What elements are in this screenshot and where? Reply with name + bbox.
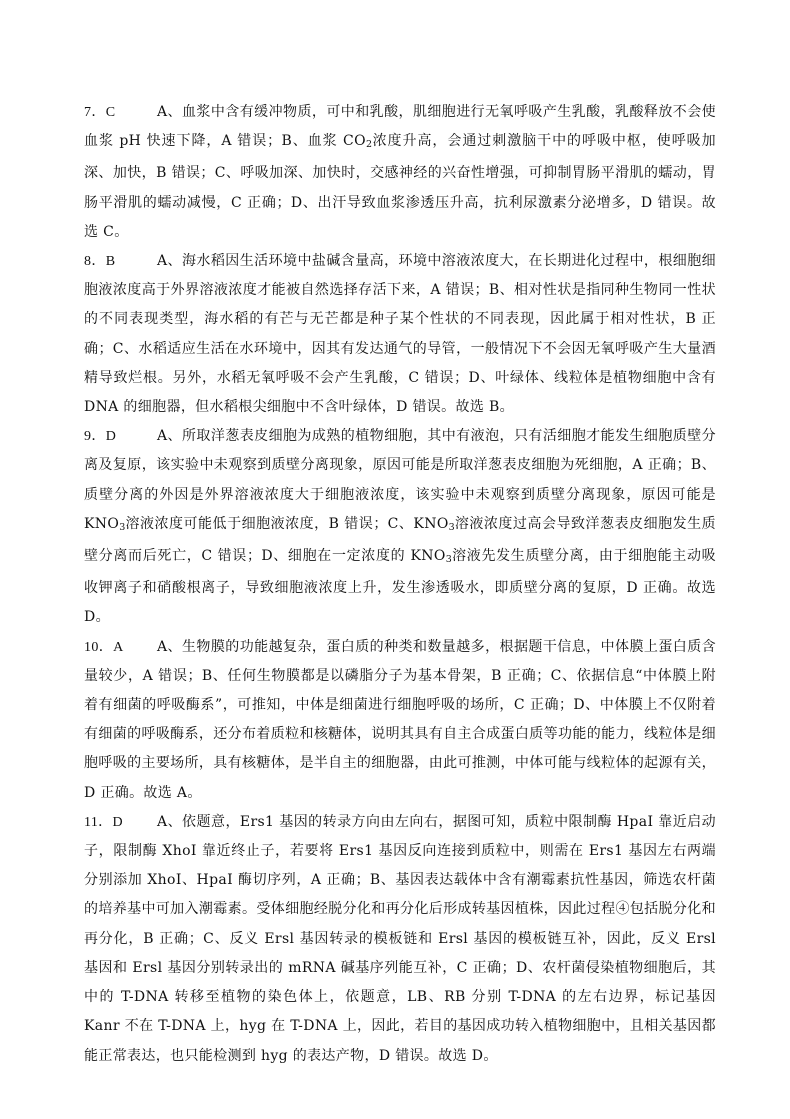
subscript: 3	[448, 521, 455, 533]
answer-letter: D	[112, 814, 123, 830]
question-number: 11．	[84, 814, 113, 830]
explanation-text: A、海水稻因生活环境中盐碱含量高，环境中溶液浓度大，在长期进化过程中，根细胞细胞液浓度高于外界溶液浓度才能被自然选择存活下来，A 错误；B、相对性状是指同种生物同一性状的不同表现类型，海水稻的有芒与无芒都是种子某个性状的不同表现，因此属于相对性状，B 正确；C、水稻适应生活在水环境中，因其有发达通气的导管，一般情况下不会因无氧呼吸产生大量酒精导致烂根。另外，水稻无氧呼吸不会产生乳酸，C 错误；D、叶绿体、线粒体是植物细胞中含有 DNA 的细胞器，但水稻根尖细胞中不含叶绿体，D 错误。故选 B。	[84, 253, 716, 416]
question-number: 8．	[84, 254, 106, 270]
explanation-text: A、依题意，Ers1 基因的转录方向由左向右，据图可知，质粒中限制酶 HpaI 靠近启动子，限制酶 XhoI 靠近终止子，若要将 Ers1 基因反向连接到质粒中，则需在 Ers1 基因左右两端分别添加 XhoI、HpaI 酶切序列，A 正确；B、基因表达载体中含有潮霉素抗性基因，筛选农杆菌的培养基中可加入潮霉素。受体细胞经脱分化和再分化后形成转基因植株，因此过程④包括脱分化和再分化，B 正确；C、反义 Ersl 基因转录的模板链和 Ersl 基因的模板链互补，因此，反义 Ersl 基因和 Ersl 基因分别转录出的 mRNA 碱基序列能互补，C 正确；D、农杆菌侵染植物细胞后，其中的 T-DNA 转移至植物的染色体上，依题意，LB、RB 分别 T-DNA 的左右边界，标记基因 Kanr 不在 T-DNA 上，hyg 在 T-DNA 上，因此，若目的基因成功转入植物细胞中，且相关基因都能正常表达，也只能检测到 hyg 的表达产物，D 错误。故选 D。	[84, 813, 716, 1064]
explanation-text: 溶液先发生质壁分离，由于细胞能主动吸收钾离子和硝酸根离子，导致细胞液浓度上升，发生渗透吸水，即质壁分离的复原，D 正确。故选 D。	[84, 548, 716, 626]
subscript: 3	[445, 554, 452, 566]
explanation-text: 溶液浓度过高会导致洋葱表皮细胞发生质壁分离而后死亡，C 错误；D、细胞在一定浓度的 KNO	[84, 515, 716, 565]
question-head	[84, 98, 157, 127]
answer-letter: B	[105, 254, 116, 270]
explanation-text: 浓度升高，会通过刺激脑干中的呼吸中枢，使呼吸加深、加快，B 错误；C、呼吸加深、加快时，交感神经的兴奋性增强，可抑制胃肠平滑肌的蠕动，胃肠平滑肌的蠕动减慢，C 正确；D、出汗导致血浆渗透压升高，抗利尿激素分泌增多，D 错误。故选 C。	[84, 133, 716, 240]
answer-explanations	[84, 98, 716, 1071]
answer-item	[84, 247, 716, 422]
answer-item	[84, 98, 716, 247]
question-head	[84, 422, 157, 451]
question-number: 9．	[84, 429, 106, 445]
explanation-text: 溶液浓度可能低于细胞液浓度，B 错误；C、KNO	[125, 515, 449, 532]
question-number: 7．	[84, 105, 106, 120]
explanation-text: A、所取洋葱表皮细胞为成熟的植物细胞，其中有液泡，只有活细胞才能发生细胞质壁分离及复原，该实验中未观察到质壁分离现象，原因可能是所取洋葱表皮细胞为死细胞，A 正确；B、质壁分离的外因是外界溶液浓度大于细胞液浓度，该实验中未观察到质壁分离现象，原因可能是 KNO	[84, 428, 716, 532]
answer-item	[84, 808, 716, 1071]
question-head	[84, 808, 157, 837]
explanation-text: A、生物膜的功能越复杂，蛋白质的种类和数量越多，根据题干信息，中体膜上蛋白质含量较少，A 错误；B、任何生物膜都是以磷脂分子为基本骨架，B 正确；C、依据信息“中体膜上附着有细菌的呼吸酶系”，可推知，中体是细菌进行细胞呼吸的场所，C 正确；D、中体膜上不仅附着有细菌的呼吸酶系，还分布着质粒和核糖体，说明其具有自主合成蛋白质等功能的能力，线粒体是细胞呼吸的主要场所，具有核糖体，是半自主的细胞器，由此可推测，中体可能与线粒体的起源有关，D 正确。故选 A。	[84, 638, 716, 801]
answer-item	[84, 633, 716, 808]
question-head	[84, 247, 157, 276]
answer-letter: A	[113, 639, 124, 655]
subscript: 3	[119, 521, 126, 533]
answer-letter: C	[105, 105, 116, 120]
answer-item	[84, 422, 716, 632]
subscript: 2	[365, 139, 372, 151]
answer-letter: D	[105, 429, 117, 445]
question-head	[84, 633, 157, 662]
question-number: 10．	[84, 639, 114, 655]
explanation-text: A、血浆中含有缓冲物质，可中和乳酸，肌细胞进行无氧呼吸产生乳酸，乳酸释放不会使血浆 pH 快速下降，A 错误；B、血浆 CO	[84, 104, 716, 150]
